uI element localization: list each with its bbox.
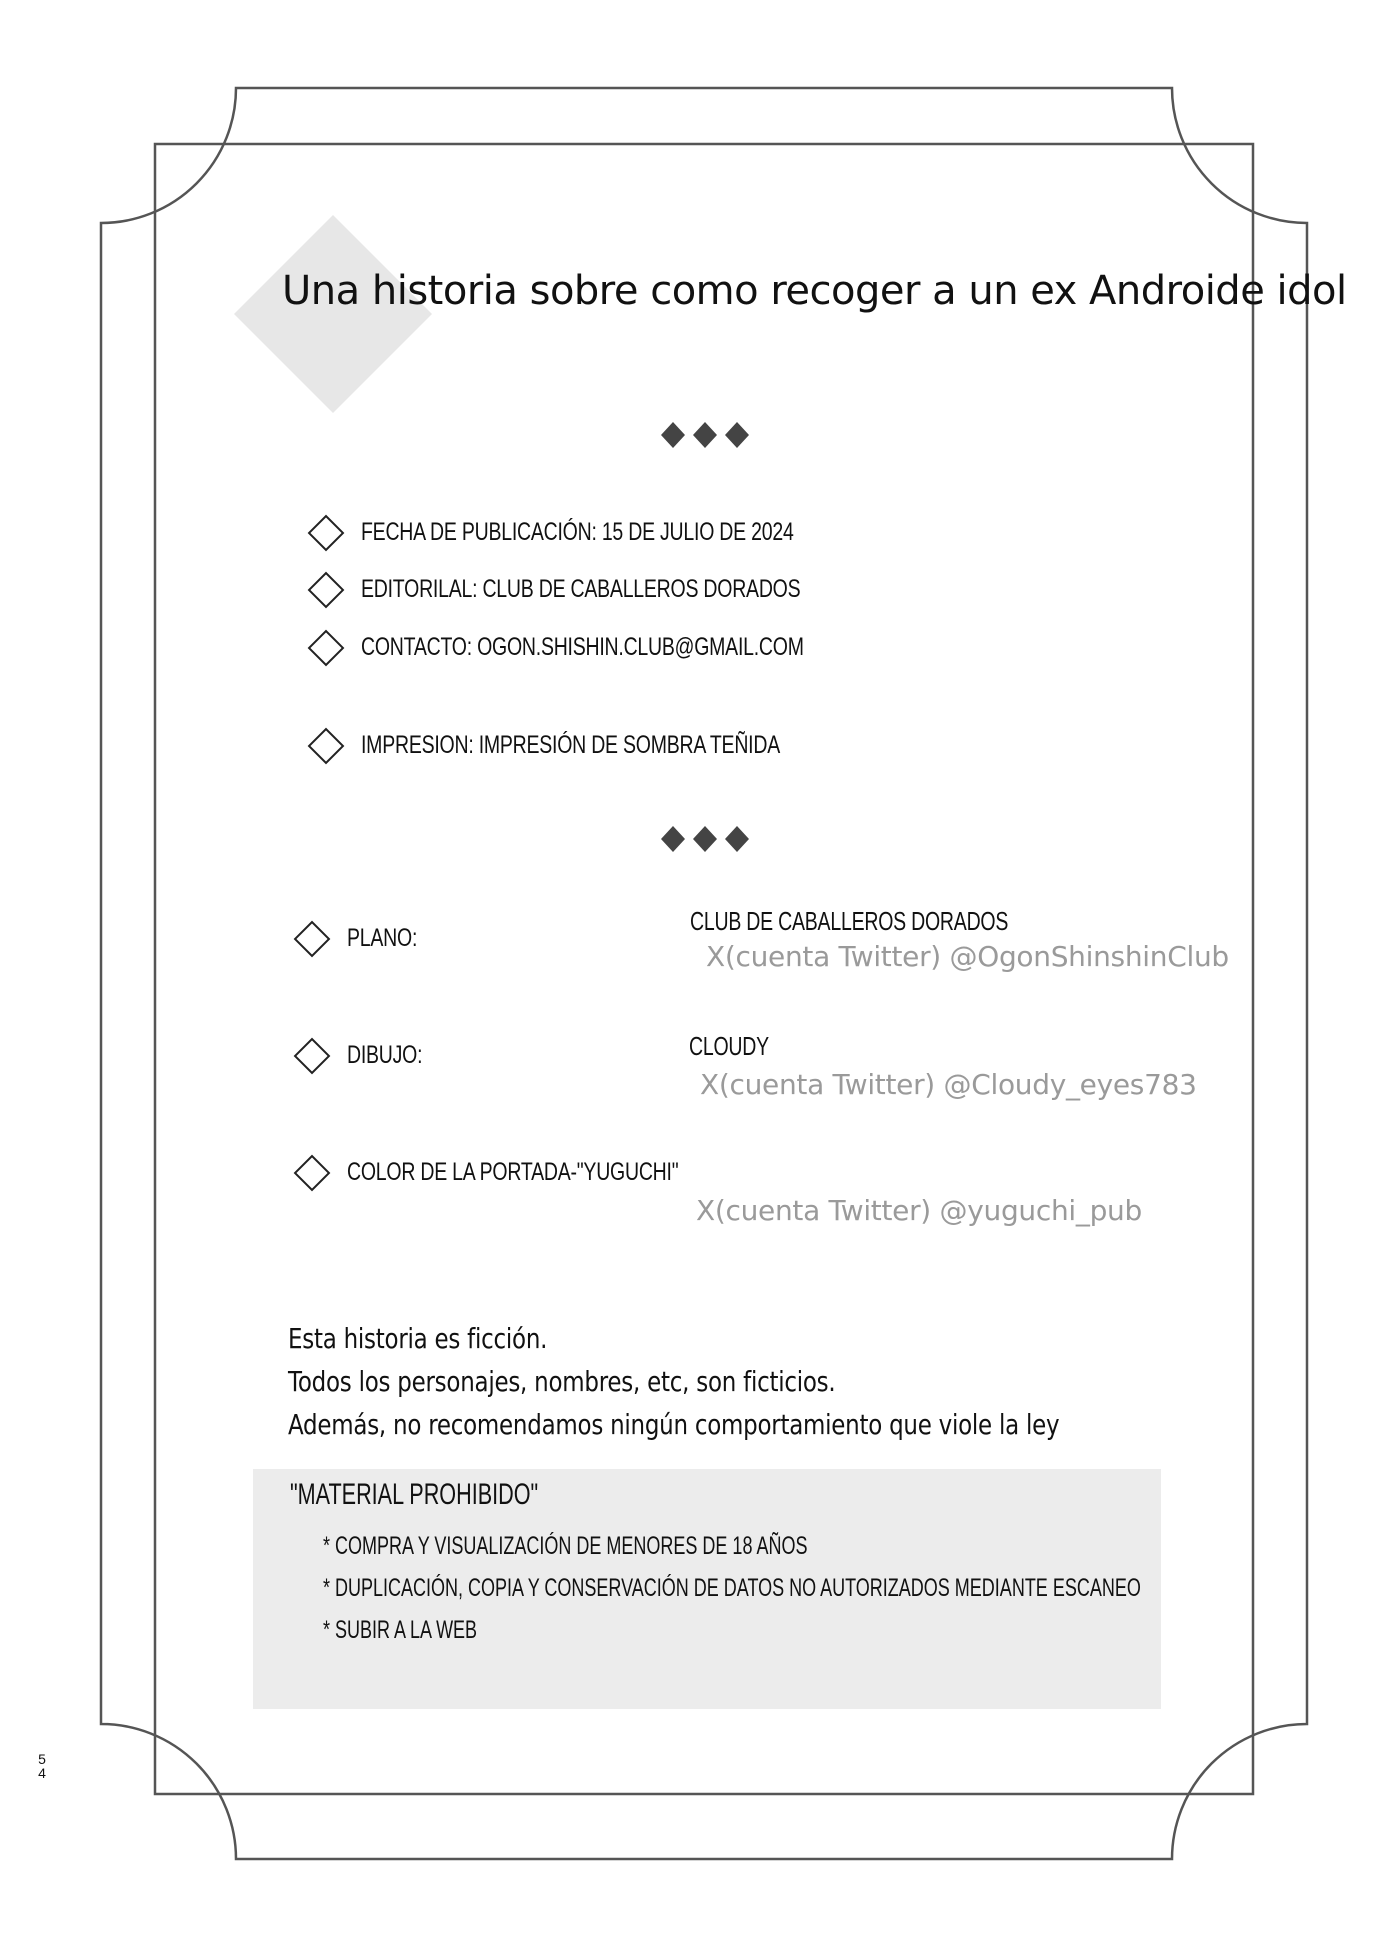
credit-name-drawing: CLOUDY <box>689 1031 769 1061</box>
credit-role-drawing <box>299 1041 444 1070</box>
info-item-contact <box>313 633 929 662</box>
credit-role-cover-color <box>299 1158 772 1187</box>
diamond-bullet-icon <box>308 514 345 551</box>
page-number <box>36 1752 48 1780</box>
fiction-notice-line-2: Todos los personajes, nombres, etc, son ficticios. <box>288 1365 836 1398</box>
prohibited-item: * DUPLICACIÓN, COPIA Y CONSERVACIÓN DE DATOS NO AUTORIZADOS MEDIANTE ESCANEO <box>323 1574 1141 1602</box>
credit-handle-drawing: X(cuenta Twitter) @Cloudy_eyes783 <box>700 1068 1197 1101</box>
separator-diamonds-top <box>660 420 750 450</box>
info-item-printing <box>313 731 898 760</box>
credit-role-label: PLANO: <box>347 924 418 952</box>
credit-role-label: DIBUJO: <box>347 1041 423 1069</box>
diamond-bullet-icon <box>308 629 345 666</box>
diamond-bullet-icon <box>294 1037 331 1074</box>
page-number-digit: 5 <box>38 1751 46 1767</box>
info-item-editorial <box>313 575 924 604</box>
info-item-label: EDITORILAL: CLUB DE CABALLEROS DORADOS <box>361 575 801 603</box>
info-item-label: FECHA DE PUBLICACIÓN: 15 DE JULIO DE 2024 <box>361 518 794 546</box>
credit-name-plan: CLUB DE CABALLEROS DORADOS <box>690 906 1009 936</box>
credit-role-plan <box>299 924 437 953</box>
prohibited-material-title: "MATERIAL PROHIBIDO" <box>290 1478 539 1511</box>
prohibited-item: * COMPRA Y VISUALIZACIÓN DE MENORES DE 18 AÑOS <box>323 1532 808 1560</box>
fiction-notice-line-1: Esta historia es ficción. <box>288 1322 548 1355</box>
prohibited-item: * SUBIR A LA WEB <box>323 1616 478 1644</box>
credit-role-label: COLOR DE LA PORTADA-"YUGUCHI" <box>347 1158 679 1186</box>
diamond-bullet-icon <box>294 920 331 957</box>
diamond-bullet-icon <box>308 571 345 608</box>
info-item-publication-date <box>313 518 916 547</box>
page-title: Una historia sobre como recoger a un ex Androide idol <box>282 268 1347 314</box>
info-item-label: CONTACTO: OGON.SHISHIN.CLUB@GMAIL.COM <box>361 633 804 661</box>
credit-handle-cover-color: X(cuenta Twitter) @yuguchi_pub <box>696 1194 1142 1227</box>
diamond-bullet-icon <box>308 727 345 764</box>
page-number-digit: 4 <box>38 1765 46 1781</box>
fiction-notice-line-3: Además, no recomendamos ningún comportamiento que viole la ley <box>288 1408 1060 1441</box>
separator-diamonds-middle <box>660 824 750 854</box>
credit-handle-plan: X(cuenta Twitter) @OgonShinshinClub <box>706 940 1229 973</box>
info-item-label: IMPRESION: IMPRESIÓN DE SOMBRA TEÑIDA <box>361 731 780 759</box>
diamond-bullet-icon <box>294 1154 331 1191</box>
